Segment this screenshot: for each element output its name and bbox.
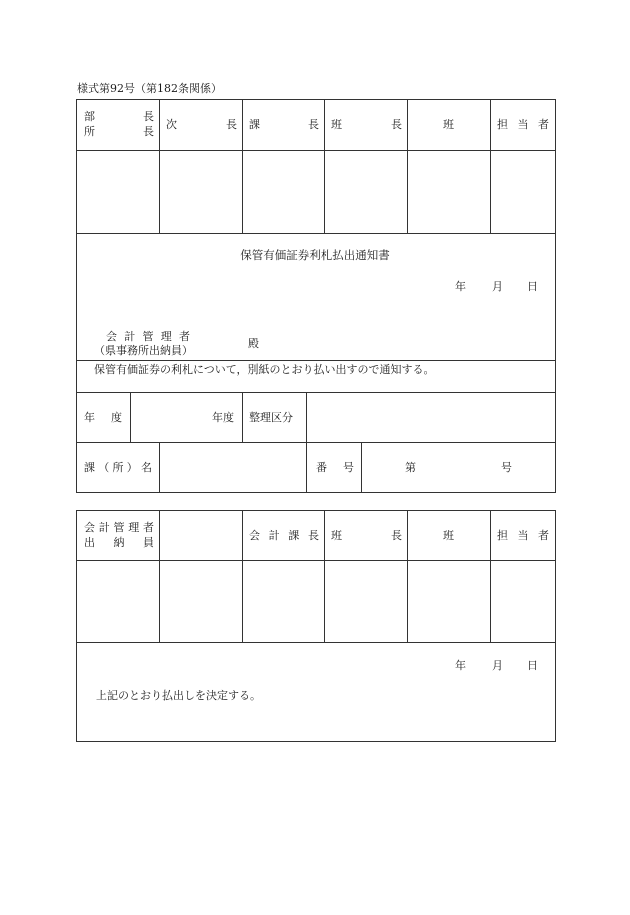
header-han-bottom: 班 <box>443 529 454 542</box>
decision-date-year: 年 <box>455 659 466 672</box>
stamp-box-tantosha[interactable] <box>491 151 555 233</box>
stamp-box-kaikei-kacho[interactable] <box>243 561 324 642</box>
recipient-subtitle: （県事務所出納員） <box>94 344 193 357</box>
header-jicho: 次 長 <box>166 118 237 131</box>
notice-title: 保管有価証券利札払出通知書 <box>240 248 390 262</box>
header-hancho-bottom: 班 長 <box>331 529 402 542</box>
divider <box>306 392 307 442</box>
header-kaikei-kacho: 会 計 課 長 <box>249 529 319 542</box>
header-han: 班 <box>443 118 454 131</box>
divider <box>76 442 556 443</box>
stamp-box-han-bottom[interactable] <box>408 561 490 642</box>
divider <box>361 442 362 493</box>
divider <box>76 642 556 643</box>
header-hancho: 班 長 <box>331 118 402 131</box>
notice-date-month: 月 <box>492 280 503 293</box>
stamp-box-blank[interactable] <box>160 561 242 642</box>
header-kaikei-kanrisha: 会 計 管 理 者 <box>84 521 154 534</box>
stamp-box-tantosha-bottom[interactable] <box>491 561 555 642</box>
number-prefix: 第 <box>405 461 416 474</box>
fiscal-year-label: 年 度 <box>84 411 122 424</box>
stamp-box-hancho-bottom[interactable] <box>325 561 407 642</box>
notice-date-day: 日 <box>527 280 538 293</box>
divider <box>242 392 243 442</box>
divider <box>306 442 307 493</box>
stamp-box-bucho[interactable] <box>77 151 159 233</box>
recipient-title: 会 計 管 理 者 <box>106 330 190 343</box>
header-shocho: 所 長 <box>84 125 154 138</box>
stamp-box-han[interactable] <box>408 151 490 233</box>
divider <box>159 442 160 493</box>
divider <box>76 233 556 234</box>
header-tantosha-bottom: 担 当 者 <box>497 529 549 542</box>
stamp-box-jicho[interactable] <box>160 151 242 233</box>
header-suitoin: 出 納 員 <box>84 536 154 549</box>
section-label: 課 （ 所 ） 名 <box>84 461 152 474</box>
header-bucho: 部 長 <box>84 110 154 123</box>
fiscal-year-suffix: 年度 <box>212 411 234 424</box>
stamp-box-kaikei-kanrisha[interactable] <box>77 561 159 642</box>
recipient-honorific: 殿 <box>248 337 259 350</box>
notice-body: 保管有価証券の利札について，別紙のとおり払い出すので通知する。 <box>94 363 435 376</box>
number-suffix: 号 <box>501 461 512 474</box>
form-number: 様式第92号（第182条関係） <box>77 82 222 95</box>
decision-date-month: 月 <box>492 659 503 672</box>
category-label: 整理区分 <box>249 411 293 424</box>
decision-date-day: 日 <box>527 659 538 672</box>
header-tantosha: 担 当 者 <box>497 118 549 131</box>
divider <box>130 392 131 442</box>
notice-date-year: 年 <box>455 280 466 293</box>
stamp-box-hancho[interactable] <box>325 151 407 233</box>
header-kacho: 課 長 <box>249 118 319 131</box>
decision-statement: 上記のとおり払出しを決定する。 <box>96 689 261 702</box>
divider <box>76 360 556 361</box>
divider <box>76 392 556 393</box>
stamp-box-kacho[interactable] <box>243 151 324 233</box>
number-label: 番 号 <box>316 461 354 474</box>
